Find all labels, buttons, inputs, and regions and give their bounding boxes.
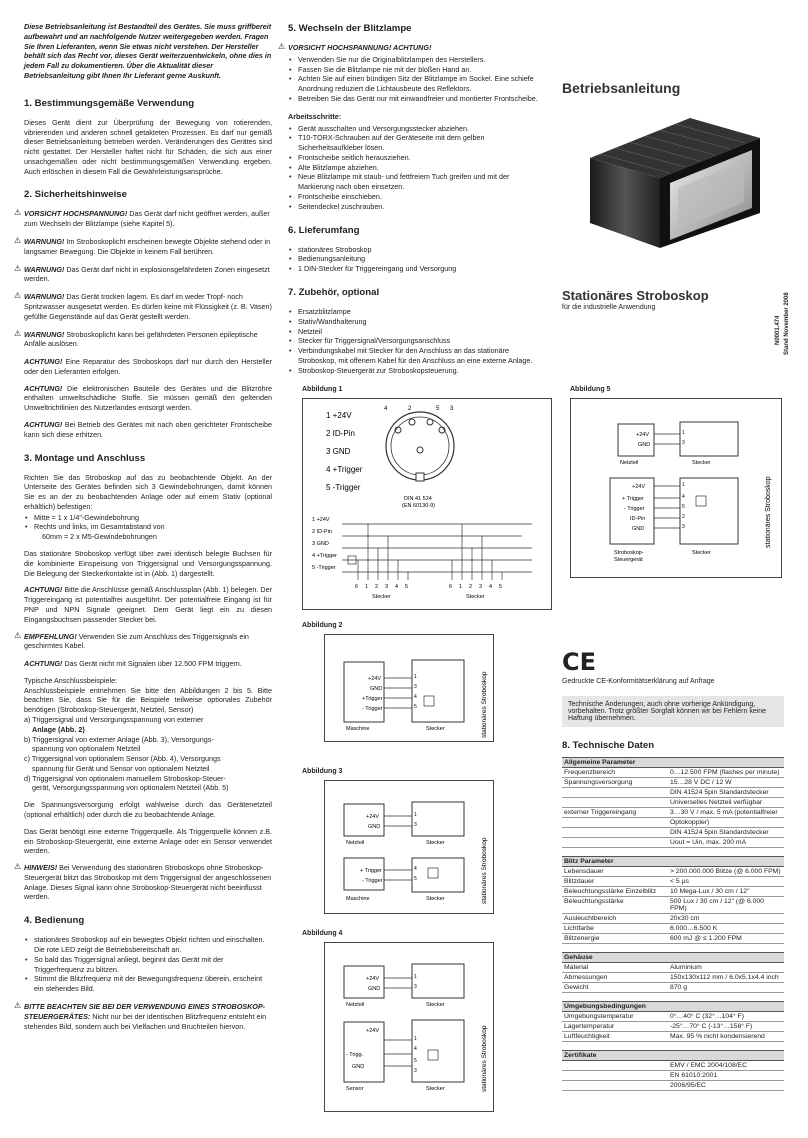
list-item: • Alte Blitzlampe abziehen. [298, 163, 542, 173]
s6-list [288, 245, 542, 274]
table-row: Lagertemperatur -25°…70° C (-13°…158° F) [562, 1022, 784, 1032]
table-row: Gewicht 870 g [562, 983, 784, 993]
achtung-anschluss: ACHTUNG! Bitte die Anschlüsse gemäß Anschlussplan (Abb. 1) belegen. Der Triggereingang ist potentialfrei ausgeführt. Der potentialfreie Eingang ist für PNP und NPN Signale geeignet. Dem Gerät liegt ein zu diesen Eingangsbuchsen passender Stecker bei. [24, 585, 272, 624]
table-row: Lichtfarbe 6.000…6.500 K [562, 924, 784, 934]
svg-text:GND: GND [368, 824, 381, 830]
table-row: Beleuchtungsstärke 500 Lux / 30 cm / 12" (@ 6.000 FPM) [562, 897, 784, 914]
section-1-title: 1. Bestimmungsgemäße Verwendung [24, 97, 195, 109]
svg-text:2: 2 [408, 406, 412, 412]
warning-icon: ⚠ [14, 862, 22, 872]
svg-text:5: 5 [499, 584, 503, 590]
svg-text:5: 5 [682, 504, 685, 510]
buchsen-text: Das stationäre Stroboskop verfügt über zwei identisch belegte Buchsen für die kombinierte Einspeisung von Triggersignal und Versorgungsspannung. Die Belegung der Steckerkontakte ist in (Abb. 1) dargestellt. [24, 549, 272, 578]
svg-text:3: 3 [450, 406, 454, 412]
spec-table-flash: Blitz Parameter Lebensdauer > 200.000.000 Blitze (@ 6.000 FPM) Blitzdauer < 5 µs Beleuchtungsstärke Einzelblitz 10 Mega-Lux / 30 cm / 12" Beleuchtungsstärke 500 Lux / 30 cm / 12" (@ 6.000 FPM) Ausleuchtbereich 20x30 cm Lichtfarbe 6.000…6.500 K Blitzenergie 600 mJ @ ≤ 1.200 FPM [562, 856, 784, 944]
section-2-title: 2. Sicherheitshinweise [24, 189, 127, 201]
svg-text:6: 6 [355, 584, 359, 590]
svg-text:1: 1 [414, 674, 417, 680]
table-row: Luftfeuchtigkeit Max. 95 % nicht kondensierend [562, 1032, 784, 1042]
svg-text:GND: GND [368, 986, 381, 992]
doc-date: Stand November 2008 [784, 292, 790, 355]
list-item: • Ersatzblitzlampe [298, 307, 542, 317]
svg-text:+24V: +24V [366, 976, 379, 982]
table-row: Umgebungstemperatur 0°…40° C (32°…104° F) [562, 1012, 784, 1022]
table-row: externer Triggereingang 3…30 V / max. 5 mA (potentialfreier [562, 808, 784, 818]
warning-icon: ⚠ [14, 263, 22, 273]
svg-text:4: 4 [414, 694, 417, 700]
section-5-title: 5. Wechseln der Blitzlampe [288, 23, 412, 34]
list-item: • stationäres Stroboskop auf ein bewegtes Objekt richten und einschalten. Die rote LED zeigt die Betriebsbereitschaft an. [34, 935, 272, 955]
table-row: 2006/95/EC [562, 1081, 784, 1091]
tech-data [562, 740, 784, 1099]
svg-text:3: 3 [414, 1068, 417, 1074]
svg-text:Stecker: Stecker [692, 550, 711, 556]
spec-table-housing: Gehäuse Material Aluminium Abmessungen 150x130x112 mm / 6.0x5.1x4.4 inch Gewicht 870 g [562, 952, 784, 993]
list-item: • Fassen Sie die Blitzlampe nie mit der bloßen Hand an. [298, 65, 542, 75]
list-item: • Neue Blitzlampe mit staub- und fettfreiem Tuch greifen und mit der Markierung nach oben einsetzen. [298, 172, 542, 192]
svg-text:3: 3 [414, 822, 417, 828]
section-3-title: 3. Montage und Anschluss [24, 452, 146, 464]
svg-text:GND: GND [370, 686, 383, 692]
vertical-label: stationäres Stroboskop [481, 1025, 488, 1092]
s7-list [288, 307, 542, 375]
list-item: • Mitte = 1 x 1/4"-Gewindebohrung [34, 513, 272, 523]
list-item: • So bald das Triggersignal anliegt, beginnt das Gerät mit der Triggerfrequenz zu blitzen. [34, 955, 272, 975]
table-row: Lebensdauer > 200.000.000 Blitze (@ 6.000 FPM) [562, 867, 784, 877]
list-item: • Betreiben Sie das Gerät nur mit einwandfreier und montierter Frontscheibe. [298, 94, 542, 104]
svg-text:Sensor: Sensor [346, 1086, 364, 1092]
svg-text:(EN 60130-9): (EN 60130-9) [402, 503, 436, 509]
svg-text:Stecker: Stecker [426, 726, 445, 732]
svg-text:2: 2 [469, 584, 473, 590]
spec-table-environment: Umgebungsbedingungen Umgebungstemperatur 0°…40° C (32°…104° F) Lagertemperatur -25°…70° C (-13°…158° F) Luftfeuchtigkeit Max. 95 % nicht kondensierend [562, 1001, 784, 1042]
list-item: • Stecker für Triggersignal/Versorgungsanschluss [298, 336, 542, 346]
svg-text:3: 3 [414, 984, 417, 990]
svg-text:4 +Trigger: 4 +Trigger [312, 553, 338, 559]
svg-text:1: 1 [414, 974, 417, 980]
svg-text:3: 3 [385, 584, 389, 590]
svg-text:1 +24V: 1 +24V [312, 517, 330, 523]
svg-text:+ Trigger: + Trigger [360, 868, 382, 874]
svg-text:Maschine: Maschine [346, 896, 370, 902]
svg-text:+24V: +24V [632, 484, 645, 490]
warning-icon: ⚠ [14, 630, 22, 640]
ce-mark: CE [562, 648, 597, 676]
svg-text:DIN 41 524: DIN 41 524 [404, 496, 432, 502]
ce-text: Gedruckte CE-Konformitätserklärung auf Anfrage [562, 678, 715, 685]
svg-text:+Trigger: +Trigger [362, 696, 383, 702]
table-row: Uout = Uin, max. 200 mA [562, 838, 784, 848]
warning-empfehlung: ⚠ EMPFEHLUNG! Verwenden Sie zum Anschluss des Triggersignals ein geschirmtes Kabel. [14, 630, 249, 651]
vertical-label: stationäres Stroboskop [481, 837, 488, 904]
svg-text:4: 4 [395, 584, 399, 590]
table-row: DIN 41524 5pin Standardstecker [562, 788, 784, 798]
table-row: Universelles Netzteil verfügbar [562, 798, 784, 808]
warning-hinweis: ⚠ HINWEIS! Bei Verwendung des stationären Stroboskops ohne Stroboskop-Steuergerät blitzt das Stroboskop mit dem Triggersignal der angeschlossenen Anlage. Dieses Signal kann ohne Stroboskop-Steuergerät nicht beeinflusst werden. [14, 862, 272, 902]
list-item: • T10-TORX-Schrauben auf der Geräteseite mit dem gelben Sicherheitsaufkleber lösen. [298, 133, 542, 153]
pin-label: 2 ID-Pin [326, 429, 355, 438]
svg-text:Stecker: Stecker [466, 594, 485, 600]
svg-text:- Trigger: - Trigger [362, 706, 383, 712]
column-left [14, 22, 272, 1039]
svg-text:+24V: +24V [366, 1028, 379, 1034]
svg-text:ID-Pin: ID-Pin [630, 516, 646, 522]
table-row: Blitzenergie 600 mJ @ ≤ 1.200 FPM [562, 934, 784, 944]
warning-steuergeraet: ⚠ BITTE BEACHTEN SIE BEI DER VERWENDUNG EINES STROBOSKOP-STEUERGERÄTES: Nicht nur bei der identischen Blitzfrequenz entsteht ein stehendes Bild, sondern auch bei Vielfachen und Bruchteilen hiervon. [14, 1001, 267, 1031]
section-1-text: Dieses Gerät dient zur Überprüfung der Bewegung von rotierenden, vibrierenden und anderen schnell getakteten Prozessen. Es darf nur gemäß dieser Betriebsanleitung betrieben werden. Veränderungen des Gerätes sind nicht gestattet. Der Hersteller haftet nicht für Schäden, die sich aus einer unsachgemäßen oder nicht bestimmungsgemäßen Verwendung ergeben. Auch erlöschen in diesem Fall die Gewährleistungsansprüche. [24, 117, 272, 176]
svg-text:4: 4 [682, 494, 685, 500]
list-item: • Bedienungsanleitung [298, 254, 542, 264]
pin-label: 4 +Trigger [326, 465, 363, 474]
warning-icon: ⚠ [14, 208, 22, 218]
warning-icon: ⚠ [14, 236, 22, 246]
svg-text:GND: GND [638, 442, 651, 448]
svg-text:3: 3 [414, 684, 417, 690]
doc-code: N0001.474 [775, 315, 781, 345]
section-7-title: 7. Zubehör, optional [288, 286, 380, 298]
figure-4-diagram [324, 942, 494, 1112]
svg-text:1: 1 [414, 812, 417, 818]
figure-1-label: Abbildung 1 [302, 386, 343, 393]
svg-text:3 GND: 3 GND [312, 541, 329, 547]
svg-text:4: 4 [489, 584, 493, 590]
table-row: Material Aluminium [562, 963, 784, 973]
intro-text: Diese Betriebsanleitung ist Bestandteil des Gerätes. Sie muss griffbereit aufbewahrt und an nachfolgende Nutzer weitergegeben werden. Fragen Sie Ihren Lieferanten, wenn Sie etwas nicht verstehen. Der Hersteller behält sich das Recht vor, dieses Gerät weiterzuentwickeln, ohne dies in jedem Fall zu dokumentieren. Über die Aktualität dieser Betriebsanleitung gibt Ihnen Ihr Lieferant gerne Auskunft. [24, 22, 272, 80]
warning-bewegung: ⚠ WARNUNG! Im Stroboskoplicht erscheinen bewegte Objekte stehend oder in langsamer Bewegung. Die Objekte in keinem Fall berühren. [14, 236, 271, 256]
pin-label: 3 GND [326, 447, 351, 456]
list-item: • Frontscheibe seitlich herausziehen. [298, 153, 542, 163]
svg-text:6: 6 [449, 584, 453, 590]
list-item: • Frontscheibe einschieben. [298, 192, 542, 202]
table-row: EN 61010:2001 [562, 1071, 784, 1081]
arbeitsschritte-title: Arbeitsschritte: [288, 111, 342, 121]
figure-2-diagram [324, 634, 494, 742]
svg-text:2: 2 [682, 514, 685, 520]
document-title: Betriebsanleitung [562, 80, 681, 96]
warning-icon: ⚠ [14, 1001, 22, 1010]
figure-1-diagram [302, 398, 552, 610]
svg-text:- Trigger: - Trigger [624, 506, 645, 512]
anschlussbeispiele: Typische Anschlussbeispiele: Anschlussbeispiele entnehmen Sie bitte den Abbildungen 2 bis 5. Bitte beachten Sie, dass Sie für die Beispiele teilweise optionales Zubehör benötigen (Stroboskop-Steuergerät, Netzteil, Sensor) a) Triggersignal und Versorgungsspannung von externer Anlage (Abb. 2) b) Triggersignal von externer Anlage (Abb. 3), Versorgungs- spannung von optionalem Netzteil c) Triggersignal von optionalem Sensor (Abb. 4), Versorgungs spannung für Gerät und Sensor von optionalem Netzteil d) Triggersignal von optionalem manuellem Stroboskop-Steuer- gerät, Versorgungsspannung von optionalem Netzteil (Abb. 5) [24, 675, 272, 793]
warning-explosion: ⚠ WARNUNG! Das Gerät darf nicht in explosionsgefährdeten Zonen eingesetzt werden. [14, 263, 270, 284]
list-item: • Gerät ausschalten und Versorgungsstecker abziehen. [298, 124, 542, 134]
svg-text:Stecker: Stecker [372, 594, 391, 600]
svg-text:1: 1 [682, 482, 685, 488]
pin-label: 5 -Trigger [326, 483, 361, 492]
list-item: • Seitendeckel zuschrauben. [298, 202, 542, 212]
section-6-title: 6. Lieferumfang [288, 224, 360, 236]
svg-text:Stroboskop-: Stroboskop- [614, 550, 644, 556]
s5-steps [288, 124, 542, 212]
section-4-title: 4. Bedienung [24, 915, 85, 927]
svg-text:Maschine: Maschine [346, 726, 370, 732]
svg-text:GND: GND [352, 1064, 365, 1070]
svg-text:+24V: +24V [366, 814, 379, 820]
list-item: • Achten Sie auf einen bündigen Sitz der Blitzlampe im Sockel. Eine schiefe Anordnung reduziert die Lichtausbeute des Reflektors. [298, 74, 542, 94]
figure-2-label: Abbildung 2 [302, 622, 343, 629]
svg-text:1: 1 [682, 430, 685, 436]
svg-text:4: 4 [384, 406, 388, 412]
svg-text:1: 1 [459, 584, 463, 590]
section-8-title: 8. Technische Daten [562, 740, 655, 751]
svg-text:3: 3 [682, 440, 685, 446]
svg-text:5: 5 [414, 1058, 417, 1064]
svg-text:3: 3 [479, 584, 483, 590]
product-subtitle: für die industrielle Anwendung [562, 304, 656, 311]
figure-5-diagram [570, 398, 782, 578]
s5-list [288, 55, 542, 104]
svg-text:4: 4 [414, 866, 417, 872]
svg-text:Stecker: Stecker [426, 1002, 445, 1008]
warning-blitzlampe: ⚠ VORSICHT HOCHSPANNUNG! ACHTUNG! [278, 42, 432, 53]
table-row: Beleuchtungsstärke Einzelblitz 10 Mega-Lux / 30 cm / 12" [562, 887, 784, 897]
svg-text:Netzteil: Netzteil [620, 460, 639, 466]
svg-text:3: 3 [682, 524, 685, 530]
warning-icon: ⚠ [278, 42, 286, 52]
list-item: • Netzteil [298, 327, 542, 337]
table-row: Blitzdauer < 5 µs [562, 877, 784, 887]
figure-3-diagram [324, 780, 494, 914]
table-row: Ausleuchtbereich 20x30 cm [562, 914, 784, 924]
list-item: • stationäres Stroboskop [298, 245, 542, 255]
achtung-reparatur: ACHTUNG! Eine Reparatur des Stroboskops darf nur durch den Hersteller oder den Lieferanten erfolgen. [24, 357, 272, 376]
table-row: EMV / EMC 2004/108/EC [562, 1061, 784, 1071]
list-item: • Stimmt die Blitzfrequenz mit der Bewegungsfrequenz überein, erscheint ein stehendes Bild. [34, 974, 272, 994]
table-row: Optokoppler) [562, 818, 784, 828]
table-row: Spannungsversorgung 15…28 V DC / 12 W [562, 778, 784, 788]
achtung-frontscheibe: ACHTUNG! Bei Betrieb des Gerätes mit nach oben gerichteter Frontscheibe kann sich diese erhitzen. [24, 419, 272, 439]
disclaimer-box: Technische Änderungen, auch ohne vorherige Ankündigung, vorbehalten. Trotz größter Sorgfalt können wir bei Fehlern keine Haftung übernehmen. [562, 696, 784, 727]
svg-text:- Trigg.: - Trigg. [346, 1052, 364, 1058]
achtung-entsorgung: ACHTUNG! Die elektronischen Bauteile des Gerätes und die Blitzröhre enthalten umweltschädliche Stoffe. Sie müssen gemäß den geltenden Umweltrichtlinien des Nutzerlandes entsorgt werden. [24, 383, 272, 413]
spec-table-certificates: Zertifikate EMV / EMC 2004/108/EC EN 61010:2001 2006/95/EC [562, 1050, 784, 1091]
vertical-label: stationäres Stroboskop [481, 671, 488, 738]
figure-3-label: Abbildung 3 [302, 768, 343, 775]
vertical-label: stationäres Stroboskop [765, 476, 772, 548]
list-item: • Stroboskop-Steuergerät zur Stroboskopsteuerung. [298, 366, 542, 376]
svg-text:GND: GND [632, 526, 645, 532]
table-row: Frequenzbereich 0…12.500 FPM (flashes per minute) [562, 768, 784, 778]
list-item: • Stativ/Wandhalterung [298, 317, 542, 327]
list-item: • Verbindungskabel mit Stecker für den Anschluss an das stationäre Stroboskop, mit offenem Kabel für den Anschluss an eine externe Anlage. [298, 346, 542, 366]
pin-label: 1 +24V [326, 411, 352, 420]
svg-text:5: 5 [436, 406, 440, 412]
svg-text:2 ID-Pin: 2 ID-Pin [312, 529, 332, 535]
list-item: • Rechts und links, im Gesamtabstand von 60mm = 2 x M5-Gewindebohrungen [34, 522, 272, 542]
svg-text:2: 2 [375, 584, 379, 590]
list-item: • 1 DIN-Stecker für Triggereingang und Versorgung [298, 264, 542, 274]
table-row: DIN 41524 5pin Standardstecker [562, 828, 784, 838]
svg-text:+24V: +24V [636, 432, 649, 438]
product-photo [570, 98, 770, 258]
warning-trocken: ⚠ WARNUNG! Das Gerät trocken lagern. Es darf im weder Tropf- noch Spritzwasser ausgesetzt werden. Es dürfen keine mit Flüssigkeit (z. B. Vasen) gefüllte Gegenstände auf das Gerät gestellt werden. [14, 291, 272, 321]
svg-text:- Trigger: - Trigger [362, 878, 383, 884]
svg-text:4: 4 [414, 1046, 417, 1052]
warning-icon: ⚠ [14, 328, 22, 338]
list-item: • Verwenden Sie nur die Originalblitzlampen des Herstellers. [298, 55, 542, 65]
montage-text: Richten Sie das Stroboskop auf das zu beobachtende Objekt. An der Unterseite des Gerätes befinden sich 3 Gewindebohrungen, damit können Sie es an der zu beobachtenden Anlage oder auf einem Stativ (optional erhältlich) befestigen: [24, 472, 272, 511]
svg-text:5: 5 [414, 876, 417, 882]
svg-text:1: 1 [414, 1036, 417, 1042]
warning-hochspannung: ⚠ VORSICHT HOCHSPANNUNG! Das Gerät darf nicht geöffnet werden, außer zum Wechseln der Blitzlampe (siehe Kapitel 5). [14, 208, 270, 229]
spec-table-general: Allgemeine Parameter Frequenzbereich 0…12.500 FPM (flashes per minute) Spannungsversorgung 15…28 V DC / 12 W DIN 41524 5pin Standardstecker Universelles Netzteil verfügbar externer Triggereingang 3…30 V / max. 5 mA (potentialfreier Optokoppler) DIN 41524 5pin Standardstecker Uout = Uin, max. 200 mA [562, 757, 784, 848]
svg-text:1: 1 [365, 584, 369, 590]
svg-text:Steuergerät: Steuergerät [614, 557, 643, 563]
figure-5-label: Abbildung 5 [570, 386, 611, 393]
versorgung-text: Die Spannungsversorgung erfolgt wahlweise durch das Gerätenetzteil (optional erhältlich) oder durch die zu beobachtende Anlage. [24, 800, 272, 820]
svg-text:Stecker: Stecker [426, 840, 445, 846]
svg-text:Netzteil: Netzteil [346, 840, 365, 846]
warning-icon: ⚠ [14, 291, 22, 301]
product-title: Stationäres Stroboskop [562, 288, 709, 303]
table-row: Abmessungen 150x130x112 mm / 6.0x5.1x4.4 inch [562, 973, 784, 983]
svg-text:Stecker: Stecker [692, 460, 711, 466]
svg-text:5: 5 [405, 584, 409, 590]
svg-text:Stecker: Stecker [426, 896, 445, 902]
svg-text:5: 5 [414, 704, 417, 710]
svg-text:5 -Trigger: 5 -Trigger [312, 565, 336, 571]
warning-epilepsie: ⚠ WARNUNG! Stroboskoplicht kann bei gefährdeten Personen epileptische Anfälle auslösen. [14, 328, 258, 349]
figure-4-label: Abbildung 4 [302, 930, 343, 937]
achtung-fpm: ACHTUNG! Das Gerät nicht mit Signalen über 12.500 FPM triggern. [24, 659, 242, 669]
column-middle [278, 22, 542, 381]
svg-text:Netzteil: Netzteil [346, 1002, 365, 1008]
svg-text:+ Trigger: + Trigger [622, 496, 644, 502]
svg-text:Stecker: Stecker [426, 1086, 445, 1092]
trigger-text: Das Gerät benötigt eine externe Triggerquelle. Als Triggerquelle können z.B. ein Stroboskop-Steuergerät, eine externe Anlage oder ein Sensor verwendet werden. [24, 826, 272, 856]
svg-text:+24V: +24V [368, 676, 381, 682]
